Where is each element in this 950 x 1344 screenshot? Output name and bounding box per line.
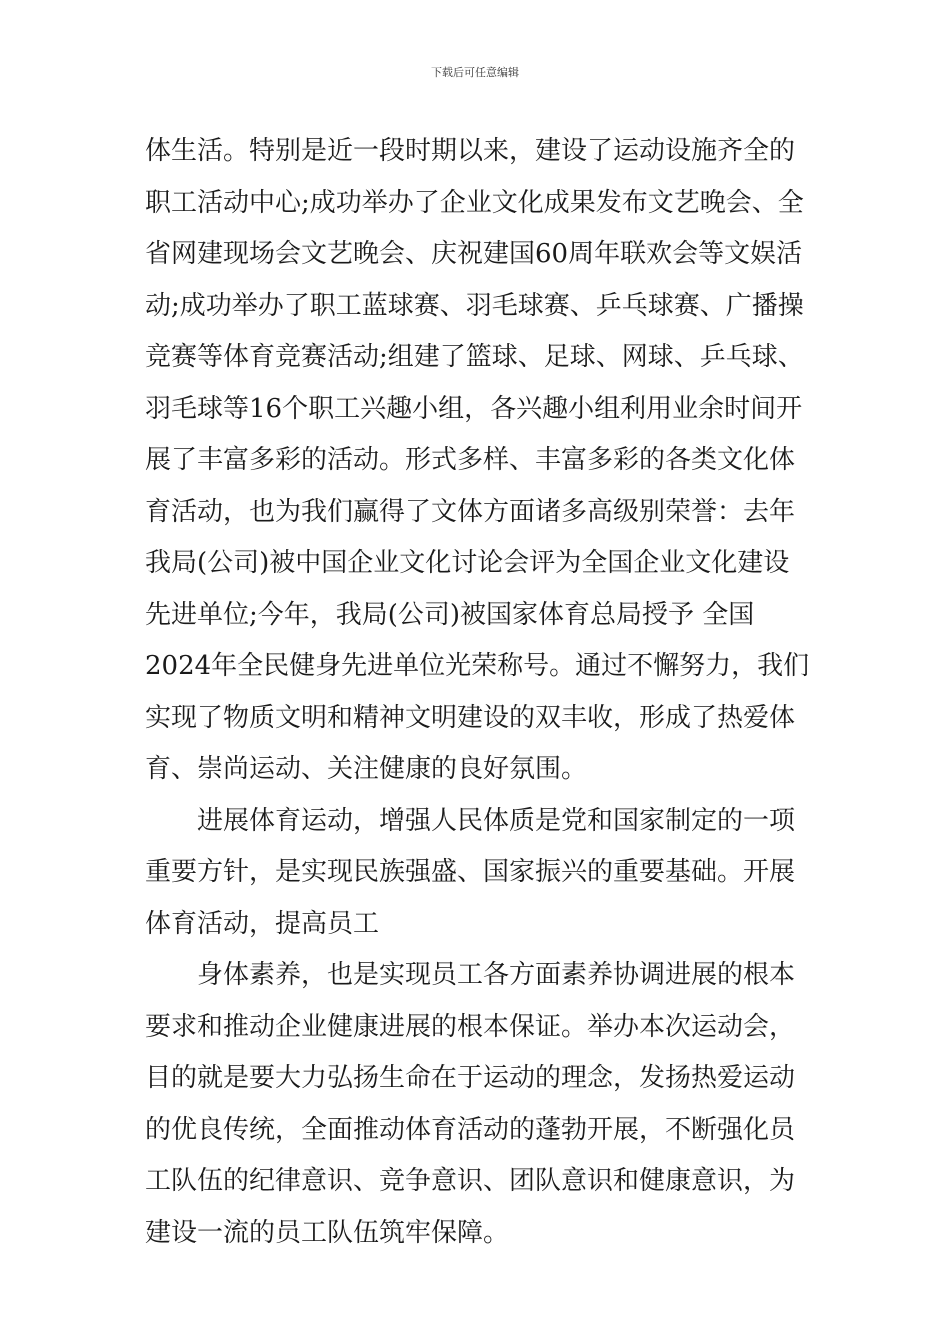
text-line: 育活动，也为我们赢得了文体方面诸多高级别荣誉：去年 — [145, 496, 796, 527]
text-line: 育、崇尚运动、关注健康的良好氛围。 — [145, 754, 588, 784]
text-line: 展了丰富多彩的活动。形式多样、丰富多彩的各类文化体 — [145, 445, 796, 475]
text-line: 建设一流的员工队伍筑牢保障。 — [145, 1217, 510, 1248]
document-body — [145, 130, 810, 1263]
page-header-note: 下载后可任意编辑 — [431, 66, 519, 79]
text-line: 要求和推动企业健康进展的根本保证。举办本次运动会， — [145, 1011, 796, 1042]
text-line: 动;成功举办了职工蓝球赛、羽毛球赛、乒乓球赛、广播操 — [145, 290, 804, 321]
text-line: 体育活动，提高员工 — [145, 908, 380, 939]
text-line: 重要方针，是实现民族强盛、国家振兴的重要基础。开展 — [145, 857, 796, 887]
text-line: 竞赛等体育竞赛活动;组建了篮球、足球、网球、乒乓球、 — [145, 342, 804, 372]
text-line: 我局(公司)被中国企业文化讨论会评为全国企业文化建设 — [145, 548, 790, 578]
text-line: 羽毛球等16个职工兴趣小组，各兴趣小组利用业余时间开 — [145, 393, 803, 424]
text-line: 目的就是要大力弘扬生命在于运动的理念，发扬热爱运动 — [145, 1063, 796, 1093]
text-line: 2024年全民健身先进单位光荣称号。通过不懈努力，我们 — [145, 651, 810, 681]
paragraph-start-line: 身体素养，也是实现员工各方面素养协调进展的根本 — [197, 960, 796, 990]
text-line: 省网建现场会文艺晚会、庆祝建国60周年联欢会等文娱活 — [145, 239, 803, 269]
text-line: 实现了物质文明和精神文明建设的双丰收，形成了热爱体 — [145, 702, 796, 733]
text-line: 体生活。特别是近一段时期以来，建设了运动设施齐全的 — [145, 136, 796, 166]
text-line: 的优良传统，全面推动体育活动的蓬勃开展，不断强化员 — [145, 1114, 796, 1145]
text-line: 工队伍的纪律意识、竞争意识、团队意识和健康意识，为 — [145, 1166, 796, 1196]
text-line: 先进单位;今年，我局(公司)被国家体育总局授予 全国 — [145, 599, 755, 630]
paragraph-start-line: 进展体育运动，增强人民体质是党和国家制定的一项 — [197, 805, 796, 836]
text-line: 职工活动中心;成功举办了企业文化成果发布文艺晚会、全 — [145, 187, 804, 218]
